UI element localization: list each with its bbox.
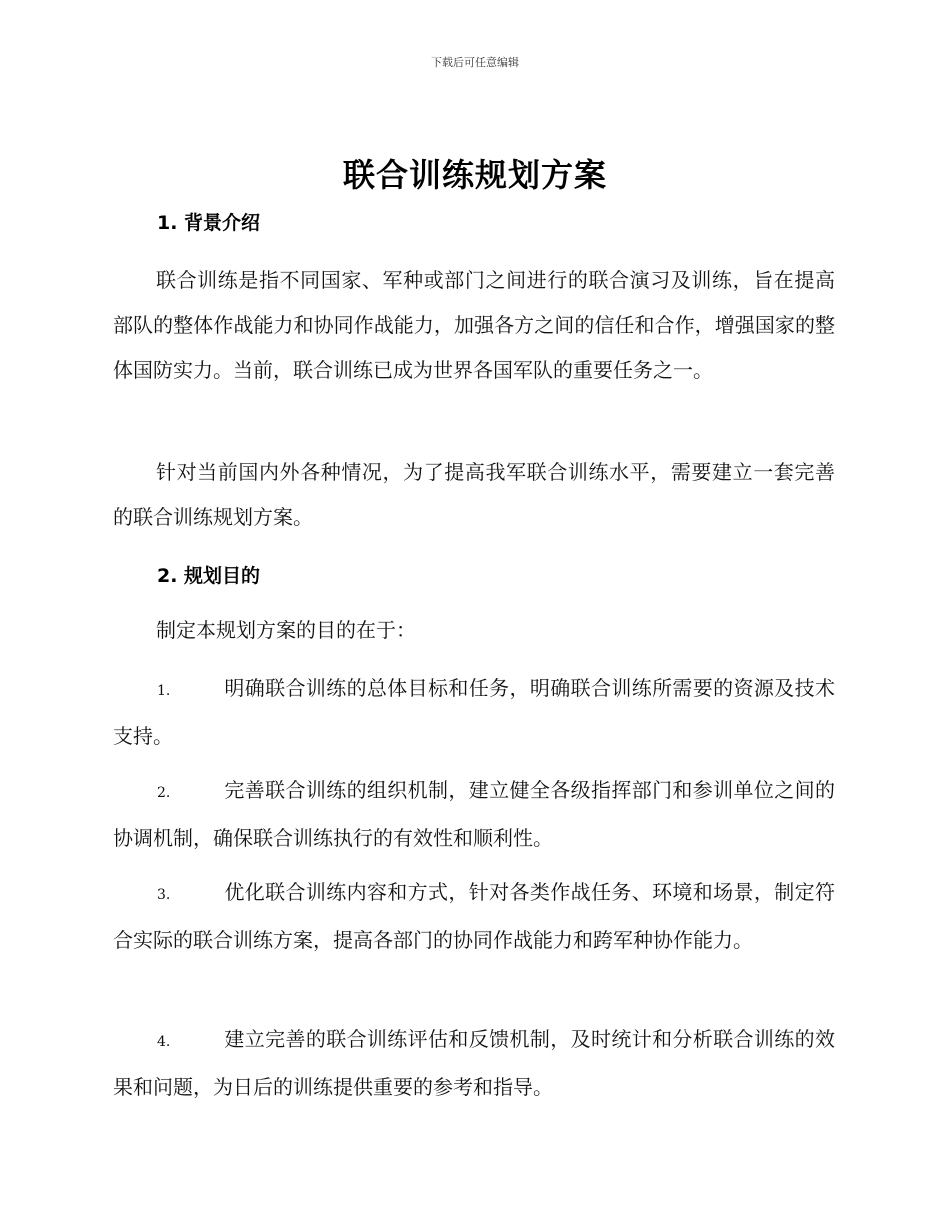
section-heading-purpose: 2. 规划目的	[157, 565, 261, 587]
list-item	[113, 870, 835, 963]
list-item-number: 1.	[157, 683, 171, 699]
list-item-number: 3.	[157, 887, 171, 903]
document-title: 联合训练规划方案	[342, 156, 607, 194]
paragraph-background-1: 联合训练是指不同国家、军种或部门之间进行的联合演习及训练，旨在提高部队的整体作战能力和协同作战能力，加强各方之间的信任和合作，增强国家的整体国防实力。当前，联合训练已成为世界各国军队的重要任务之一。	[113, 268, 835, 382]
list-item-number: 4.	[157, 1034, 171, 1050]
header-note: 下载后可任意编辑	[431, 56, 519, 69]
paragraph-purpose-intro: 制定本规划方案的目的在于：	[156, 618, 416, 642]
list-item-text: 明确联合训练的总体目标和任务，明确联合训练所需要的资源及技术支持。	[113, 676, 835, 748]
list-item-text: 优化联合训练内容和方式，针对各类作战任务、环境和场景，制定符合实际的联合训练方案，提高各部门的协同作战能力和跨军种协作能力。	[113, 880, 835, 952]
list-item-text: 建立完善的联合训练评估和反馈机制，及时统计和分析联合训练的效果和问题，为日后的训练提供重要的参考和指导。	[113, 1027, 835, 1099]
list-item	[113, 666, 835, 759]
list-item-text: 完善联合训练的组织机制，建立健全各级指挥部门和参训单位之间的协调机制，确保联合训练执行的有效性和顺利性。	[113, 778, 835, 850]
list-item-number: 2.	[157, 785, 171, 801]
paragraph-background-2: 针对当前国内外各种情况，为了提高我军联合训练水平，需要建立一套完善的联合训练规划方案。	[113, 460, 835, 529]
list-item	[113, 768, 835, 861]
list-item	[113, 1017, 835, 1110]
section-heading-background: 1. 背景介绍	[157, 212, 261, 234]
